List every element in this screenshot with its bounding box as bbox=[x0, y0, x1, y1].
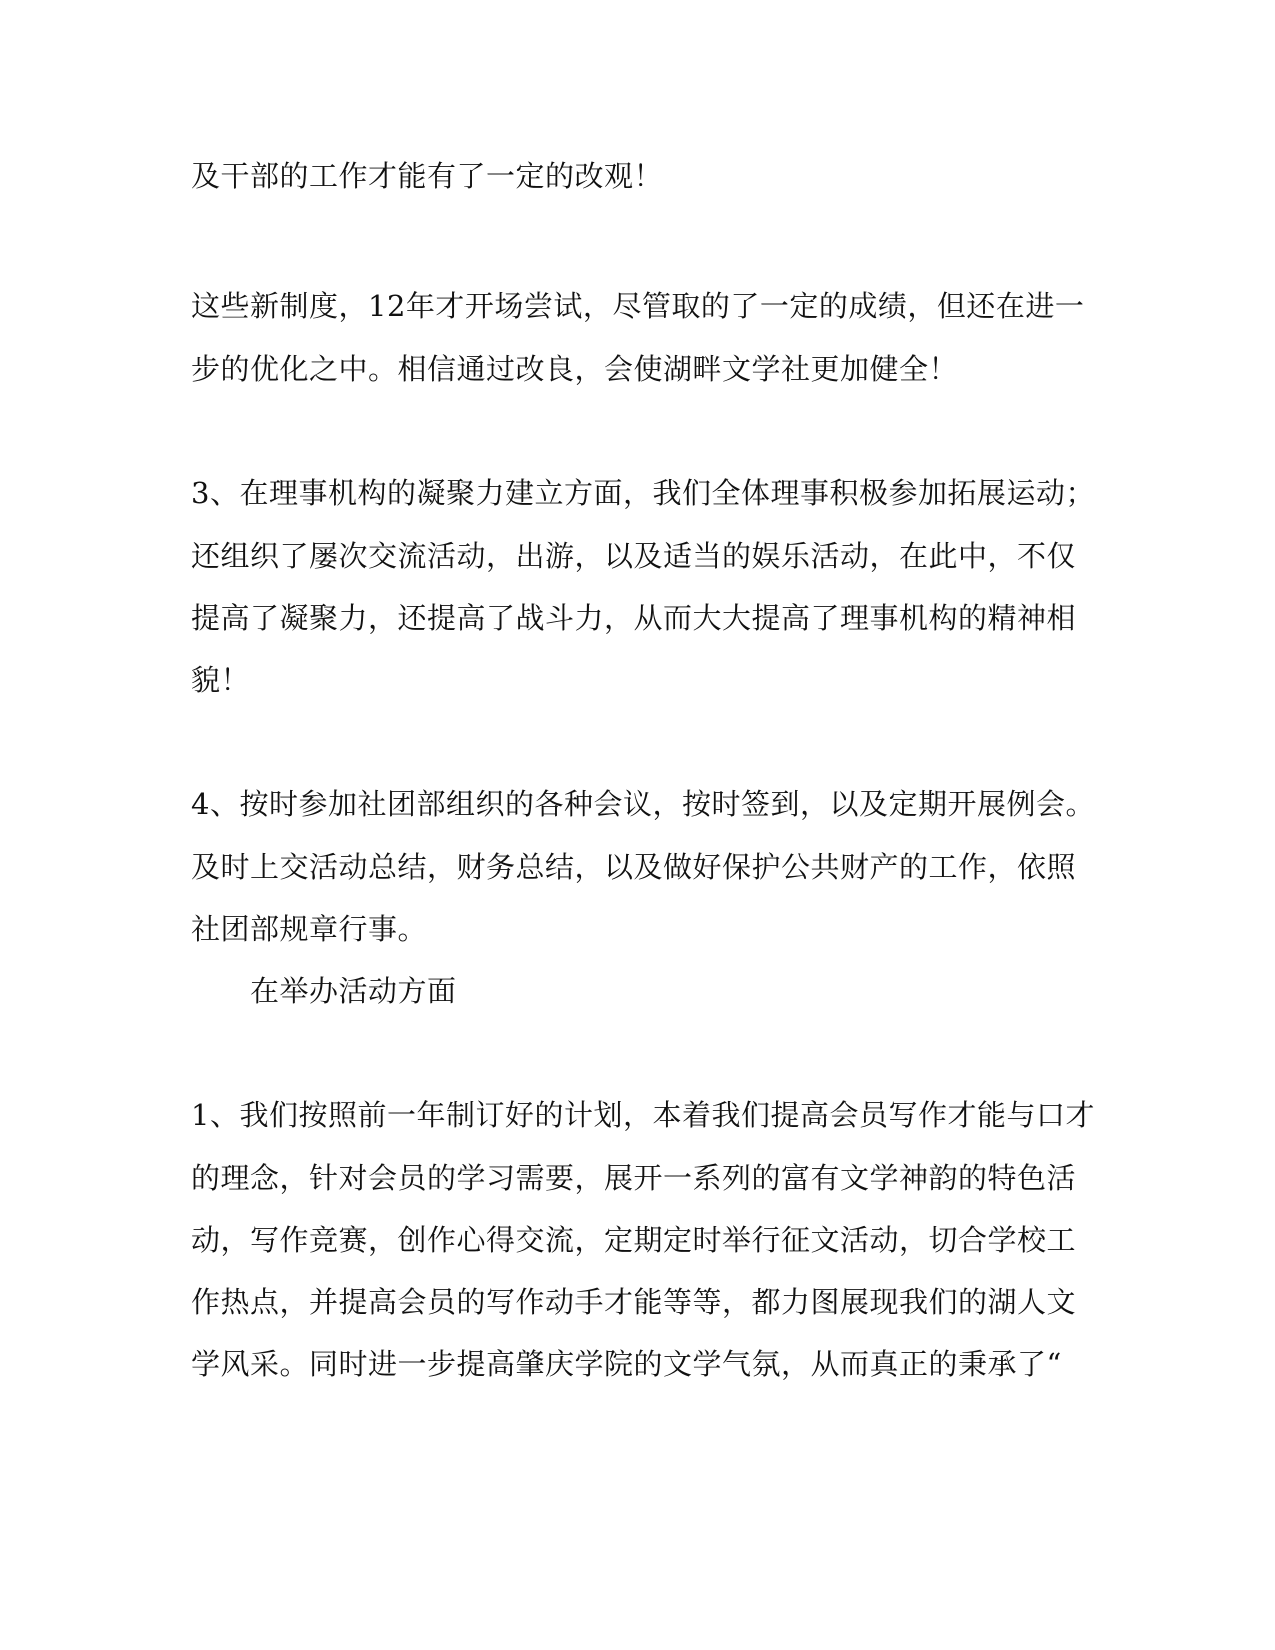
text-line: 的理念，针对会员的学习需要，展开一系列的富有文学神韵的特色活 bbox=[191, 1161, 1077, 1195]
section-heading: 在举办活动方面 bbox=[250, 974, 457, 1008]
text-line: 还组织了屡次交流活动，出游，以及适当的娱乐活动，在此中，不仅 bbox=[191, 539, 1077, 573]
text-line: 作热点，并提高会员的写作动手才能等等，都力图展现我们的湖人文 bbox=[191, 1285, 1077, 1319]
text-line: 步的优化之中。相信通过改良，会使湖畔文学社更加健全！ bbox=[191, 352, 959, 386]
text-line: 动，写作竞赛，创作心得交流，定期定时举行征文活动，切合学校工 bbox=[191, 1223, 1077, 1257]
text-line: 这些新制度，12年才开场尝试，尽管取的了一定的成绩，但还在进一 bbox=[191, 289, 1085, 323]
text-line: 貌！ bbox=[191, 663, 251, 697]
text-line: 1、我们按照前一年制订好的计划，本着我们提高会员写作才能与口才 bbox=[191, 1098, 1095, 1132]
text-line: 3、在理事机构的凝聚力建立方面，我们全体理事积极参加拓展运动； bbox=[191, 476, 1095, 510]
text-line: 及干部的工作才能有了一定的改观！ bbox=[191, 159, 664, 193]
text-line: 学风采。同时进一步提高肇庆学院的文学气氛，从而真正的秉承了“ bbox=[191, 1347, 1062, 1381]
text-line: 及时上交活动总结，财务总结，以及做好保护公共财产的工作，依照 bbox=[191, 850, 1077, 884]
text-line: 社团部规章行事。 bbox=[191, 912, 428, 946]
text-line: 提高了凝聚力，还提高了战斗力，从而大大提高了理事机构的精神相 bbox=[191, 601, 1077, 635]
text-line: 4、按时参加社团部组织的各种会议，按时签到，以及定期开展例会。 bbox=[191, 787, 1095, 821]
